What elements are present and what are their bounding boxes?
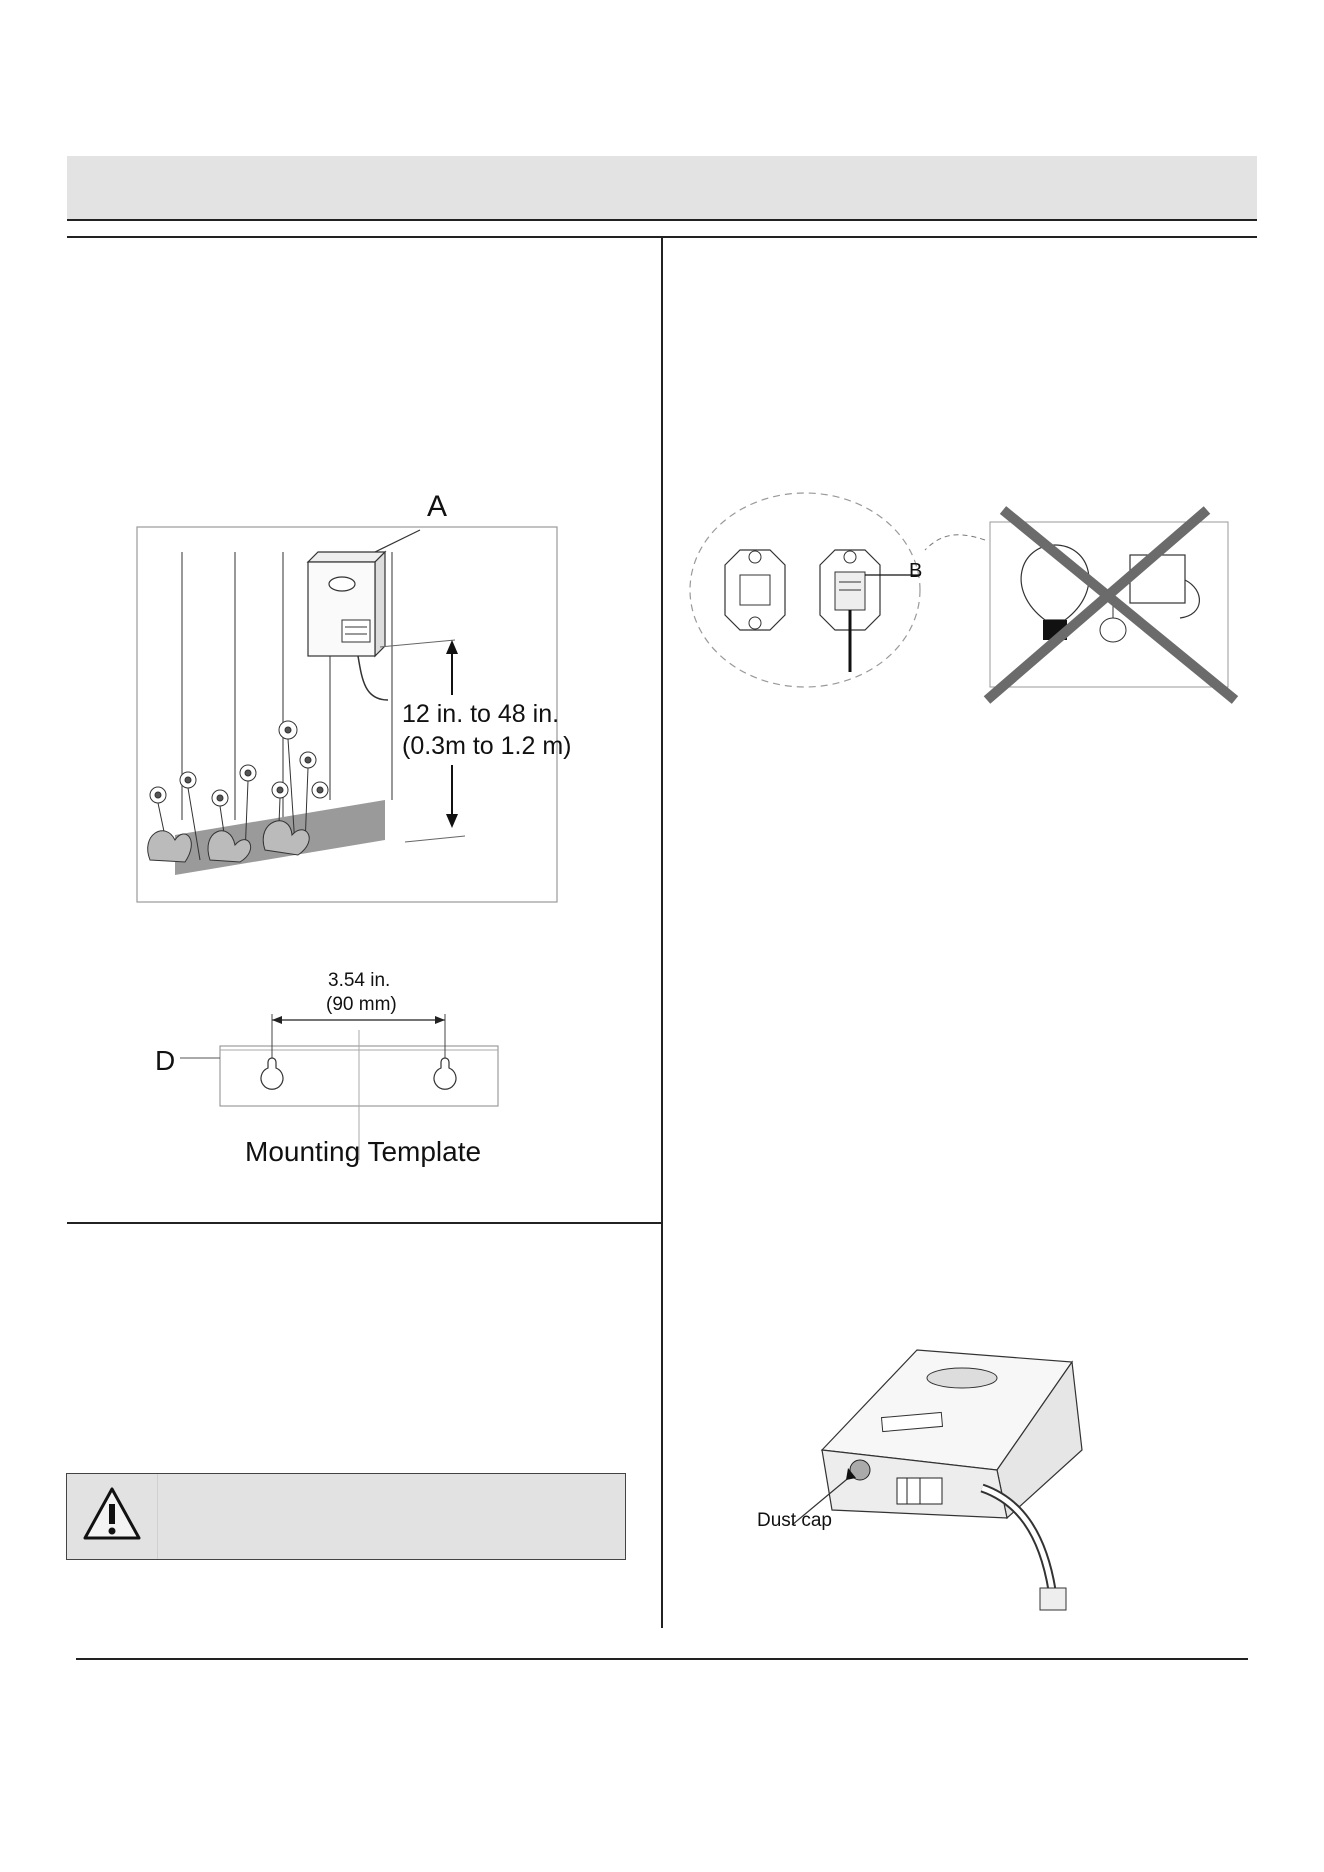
spacing-imperial: 3.54 in.	[328, 970, 391, 991]
left-section-divider	[67, 1222, 662, 1224]
spacing-metric: (90 mm)	[326, 994, 397, 1015]
footer-rule	[76, 1658, 1248, 1660]
warning-box	[66, 1473, 626, 1560]
warning-icon-cell	[67, 1474, 158, 1559]
label-d: D	[155, 1045, 176, 1076]
connection-warning-figure	[685, 490, 1240, 710]
mounting-template-figure	[150, 970, 510, 1170]
label-b: B	[909, 560, 923, 582]
dust-cap-label: Dust cap	[757, 1510, 832, 1531]
section-header-band	[67, 156, 1257, 221]
template-caption: Mounting Template	[245, 1136, 482, 1167]
column-divider	[661, 238, 663, 1628]
transformer-dust-cap-figure	[752, 1340, 1132, 1620]
label-a: A	[427, 490, 448, 523]
height-range-imperial: 12 in. to 48 in.	[402, 700, 560, 728]
warning-triangle-icon	[67, 1474, 157, 1559]
mounting-height-figure	[130, 490, 570, 910]
height-range-metric: (0.3m to 1.2 m)	[402, 732, 572, 760]
